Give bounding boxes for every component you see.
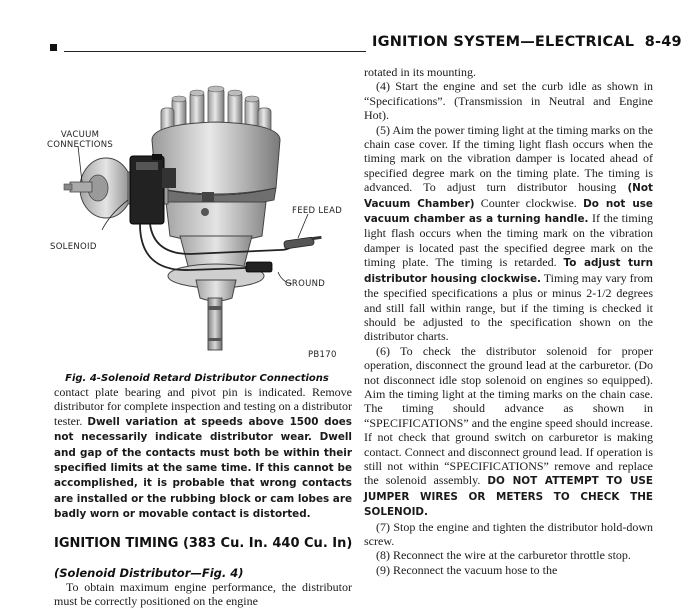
page-header xyxy=(0,0,699,62)
bold-text: Do not use vacuum chamber as a turning handle. xyxy=(364,197,653,226)
left-column xyxy=(54,385,352,522)
text-run: (8) Reconnect the wire at the carburetor throttle stop. xyxy=(376,548,631,563)
label-solenoid: SOLENOID xyxy=(50,242,97,252)
bold-text: To adjust turn distributor housing clockwise. xyxy=(364,257,653,285)
right-column xyxy=(364,65,653,577)
label-ground: GROUND xyxy=(285,279,326,289)
page-number: 8-49 xyxy=(644,34,682,50)
section-title: IGNITION SYSTEM—ELECTRICAL xyxy=(372,34,635,50)
distributor-illustration xyxy=(40,76,360,374)
bold-text: Dwell variation at speeds above 1500 does not necessarily indicate distributor wear. Dwell and gap of the contacts must both be within their specified limits at the same time. If this cannot be accomplished, it is probable that wrong contacts are installed or the rubbing block or cam lobes are badly worn or movable contact is distorted. xyxy=(54,415,352,521)
page-title xyxy=(372,34,682,50)
paragraph xyxy=(364,344,653,520)
label-feed-lead: FEED LEAD xyxy=(292,206,343,216)
bold-text: DO NOT ATTEMPT TO USE JUMPER WIRES OR METERS TO CHECK THE SOLENOID. xyxy=(364,475,653,519)
distributor-figure xyxy=(40,76,360,374)
bold-text: (Not Vacuum Chamber) xyxy=(364,182,653,210)
figure-code: PB170 xyxy=(308,350,337,360)
paragraph xyxy=(364,65,653,79)
text-run: Timing may vary from the specified specifications a plus or minus 2-1/2 degrees and still fall within range, but if the timing is checked it should be adjusted to the specification shown on the distributor charts. xyxy=(364,270,653,344)
header-rule xyxy=(64,51,366,52)
text-run: contact plate bearing and pivot pin is indicated. Remove distributor for complete inspection and testing on a distributor tester. xyxy=(54,385,352,428)
distributor-shaft xyxy=(208,298,222,350)
paragraph xyxy=(364,79,653,122)
paragraph: To obtain maximum engine performance, the distributor must be correctly positioned on the engine xyxy=(54,580,352,609)
text-run: If the timing light flash occurs when the timing mark on the vibration damper is located past the specified degree mark on the timing plate. The timing is retarded. xyxy=(364,211,653,270)
paragraph xyxy=(364,520,653,549)
paragraph xyxy=(54,385,352,522)
header-bullet xyxy=(50,44,57,51)
text-run: rotated in its mounting. xyxy=(364,65,476,79)
text-run: (7) Stop the engine and tighten the distributor hold-down screw. xyxy=(364,519,653,548)
text-run: (4) Start the engine and set the curb idle as shown in “Specifications”. (Transmission in Neutral and Engine Hot). xyxy=(364,79,653,123)
text-run: Counter clockwise. xyxy=(474,195,584,210)
paragraph xyxy=(364,563,653,577)
text-run: (6) To check the distributor solenoid for proper operation, disconnect the ground lead at the carburetor. (Do not disconnect idle stop solenoid on engines so equipped). Aim the timing light at the timing marks on the chain case. The timing should advance as shown in “SPECIFICATIONS” and the engine speed should increase. If not check that ground switch on carburetor is making contact. Connect and disconnect ground lead. If operation is still not within “SPECIFICATIONS” remove and replace the solenoid assembly. xyxy=(364,343,653,488)
figure-caption: Fig. 4-Solenoid Retard Distributor Connections xyxy=(65,373,329,384)
sub-heading: (Solenoid Distributor—Fig. 4) xyxy=(54,566,244,580)
text-run: (5) Aim the power timing light at the timing marks on the chain case cover. If the timing light flash occurs when the timing mark on the vibration damper is located ahead of specified degree mark on the timing plate. The timing is advanced. To adjust turn distributor housing xyxy=(364,122,653,195)
section-heading: IGNITION TIMING (383 Cu. In. 440 Cu. In) xyxy=(54,536,353,551)
ground-connector xyxy=(246,262,272,272)
text-run: (9) Reconnect the vacuum hose to the xyxy=(376,562,558,577)
label-vacuum-connections: VACUUM CONNECTIONS xyxy=(47,130,114,150)
paragraph xyxy=(364,123,653,344)
left-column-continued xyxy=(54,580,352,609)
paragraph xyxy=(364,548,653,562)
